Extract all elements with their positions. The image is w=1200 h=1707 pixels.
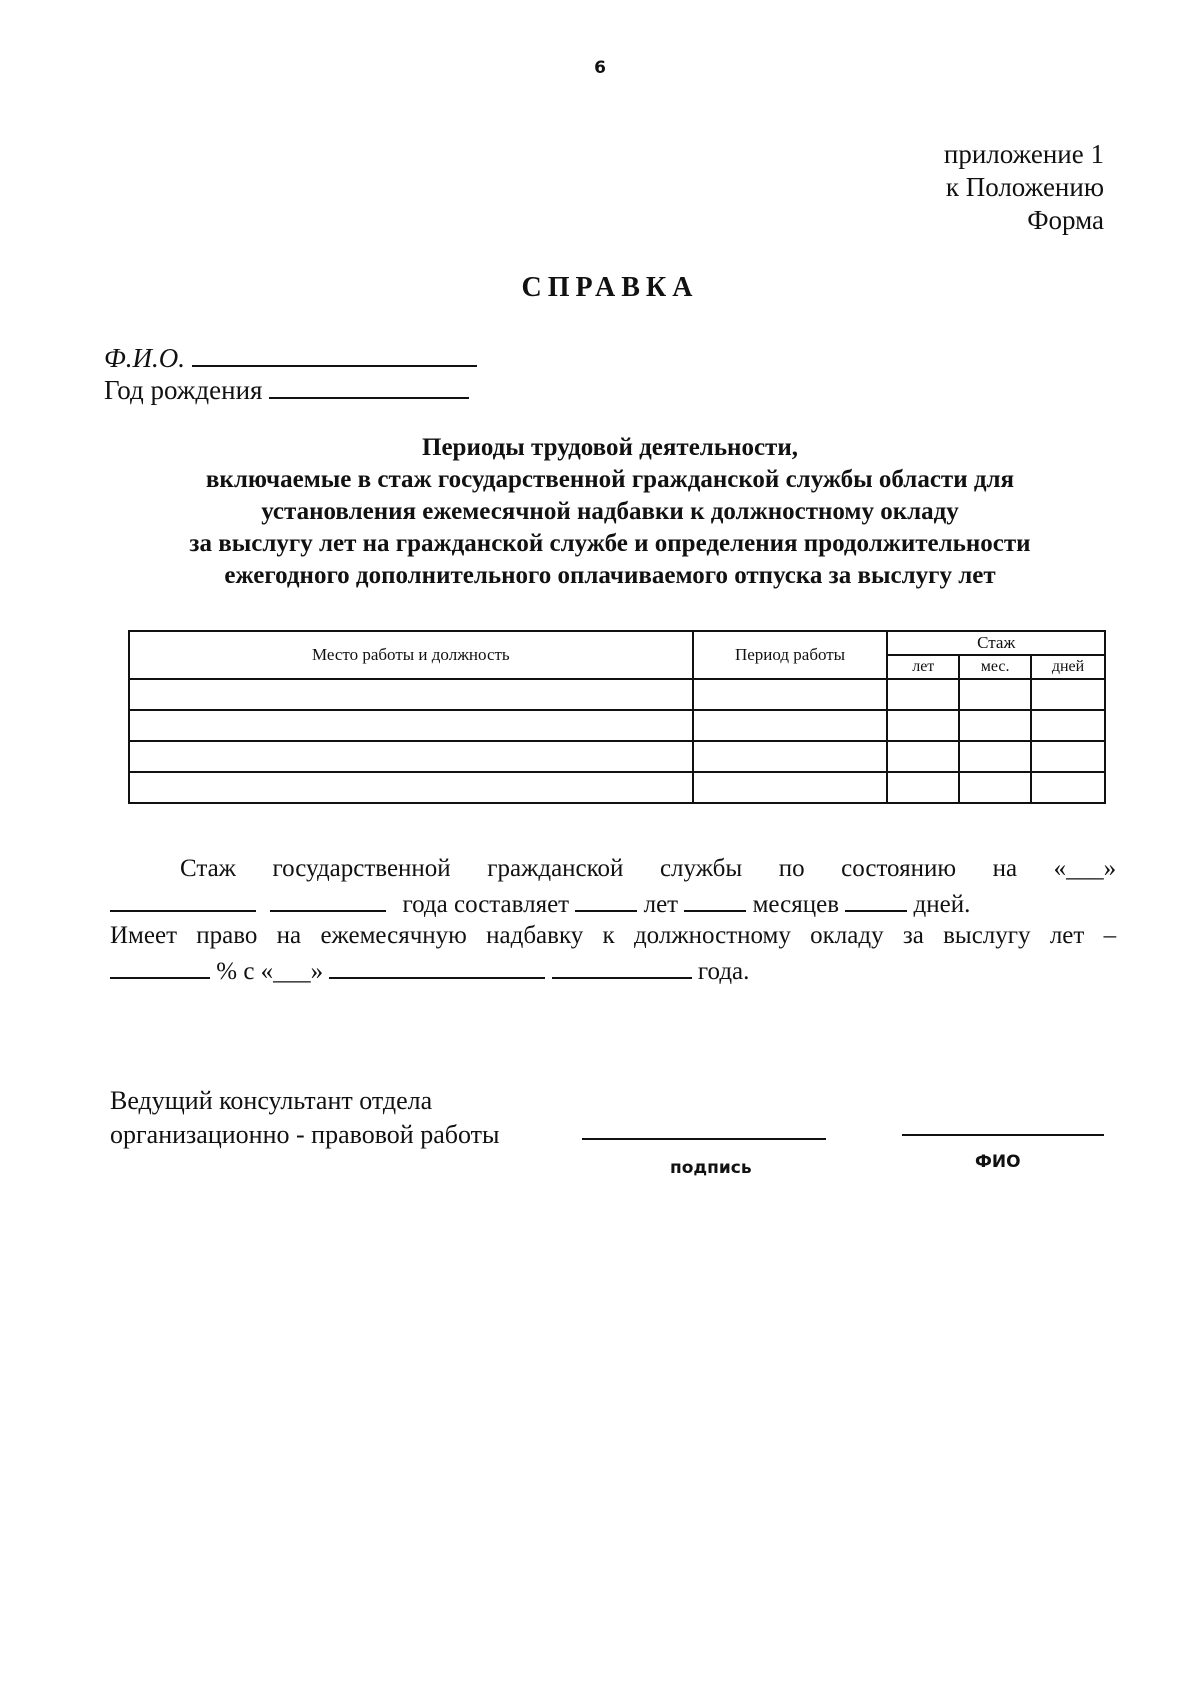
cell-period[interactable] [693, 710, 888, 741]
cell-period[interactable] [693, 741, 888, 772]
cell-days[interactable] [1031, 679, 1105, 710]
from-month-blank[interactable] [329, 952, 545, 979]
statement-line-3-word: за [902, 922, 924, 949]
from-year-blank[interactable] [552, 952, 692, 979]
cell-years[interactable] [887, 741, 959, 772]
years-label: лет [643, 891, 679, 918]
statement-line-1-word: состоянию [841, 855, 957, 882]
cell-years[interactable] [887, 772, 959, 803]
statement-line-3-word: выслугу [943, 922, 1031, 949]
birth-year-label: Год рождения [104, 375, 263, 405]
annex-line-3: Форма [1027, 205, 1104, 235]
table-body [129, 679, 1105, 803]
annex-line-1: приложение 1 [943, 139, 1104, 169]
months-label: месяцев [752, 891, 840, 918]
column-header-years: лет [887, 655, 959, 679]
position-line-2: организационно - правовой работы [110, 1120, 500, 1149]
cell-years[interactable] [887, 710, 959, 741]
cell-months[interactable] [959, 741, 1031, 772]
table-row [129, 710, 1105, 741]
cell-months[interactable] [959, 679, 1031, 710]
cell-place[interactable] [129, 772, 693, 803]
months-count-blank[interactable] [684, 885, 746, 912]
statement-line-1-word: гражданской [487, 855, 624, 882]
name-line[interactable] [902, 1134, 1104, 1136]
days-label: дней. [913, 891, 971, 918]
cell-days[interactable] [1031, 772, 1105, 803]
position-line-1: Ведущий консультант отдела [110, 1086, 433, 1115]
percent-blank[interactable] [110, 952, 210, 979]
statement-line-3-word: надбавку [486, 922, 584, 949]
heading-line-4: за выслугу лет на гражданской службе и определения продолжительности [189, 530, 1031, 557]
section-heading [90, 432, 1130, 592]
heading-line-2: включаемые в стаж государственной гражданской службы области для [205, 466, 1015, 493]
statement-line-3-word: окладу [810, 922, 884, 949]
statement-line-1-word: на [992, 855, 1018, 882]
fio-label: Ф.И.О. [104, 343, 185, 373]
statement-line-1-word: службы [659, 855, 743, 882]
cell-period[interactable] [693, 772, 888, 803]
date-day-month-blank[interactable] [110, 885, 256, 912]
cell-years[interactable] [887, 679, 959, 710]
heading-line-5: ежегодного дополнительного оплачиваемого отпуска за выслугу лет [224, 562, 996, 589]
statement-line-1-word: по [778, 855, 805, 882]
statement-line-3-word: лет [1049, 922, 1085, 949]
statement-line-3-word: к [602, 922, 615, 949]
column-header-months: мес. [959, 655, 1031, 679]
annex-block [944, 138, 1104, 237]
cell-period[interactable] [693, 679, 888, 710]
column-header-period: Период работы [693, 631, 888, 679]
statement-line-1 [110, 852, 1116, 885]
name-caption: ФИО [975, 1152, 1021, 1172]
page-number: 6 [594, 58, 606, 78]
cell-days[interactable] [1031, 741, 1105, 772]
statement-line-3-word: должностному [633, 922, 791, 949]
statement-line-3 [110, 919, 1116, 952]
statement-line-3-word: право [196, 922, 258, 949]
statement-line-2 [110, 885, 1116, 921]
year-makes-label: года составляет [402, 891, 570, 918]
document-title: СПРАВКА [521, 272, 699, 303]
birth-year-blank-line[interactable] [269, 372, 469, 399]
statement-line-3-word: – [1103, 922, 1117, 949]
table-row [129, 679, 1105, 710]
heading-line-3: установления ежемесячной надбавки к должностному окладу [261, 498, 959, 525]
cell-months[interactable] [959, 710, 1031, 741]
fio-blank-line[interactable] [192, 340, 477, 367]
cell-place[interactable] [129, 710, 693, 741]
fio-field [104, 340, 477, 374]
table-row [129, 741, 1105, 772]
statement-line-1-word: Стаж [180, 855, 236, 882]
birth-year-field [104, 372, 469, 406]
years-count-blank[interactable] [575, 885, 637, 912]
work-periods-table [128, 630, 1106, 804]
statement-line-1-word: государственной [272, 855, 451, 882]
signature-position [110, 1084, 499, 1152]
heading-line-1: Периоды трудовой деятельности, [422, 434, 798, 461]
statement-line-3-word: Имеет [110, 922, 177, 949]
column-header-days: дней [1031, 655, 1105, 679]
signature-line[interactable] [582, 1138, 826, 1140]
statement-line-1-word: «___» [1053, 855, 1117, 882]
column-header-experience: Стаж [887, 631, 1105, 655]
table-row [129, 772, 1105, 803]
year-label: года. [697, 958, 750, 985]
annex-line-2: к Положению [945, 172, 1104, 202]
signature-caption: подпись [670, 1158, 752, 1178]
days-count-blank[interactable] [845, 885, 907, 912]
percent-from-label: % с «___» [216, 958, 324, 985]
cell-place[interactable] [129, 679, 693, 710]
statement-line-4 [110, 952, 1116, 988]
cell-months[interactable] [959, 772, 1031, 803]
statement-line-3-word: на [276, 922, 302, 949]
statement-line-3-word: ежемесячную [320, 922, 467, 949]
date-year-blank[interactable] [270, 885, 386, 912]
cell-place[interactable] [129, 741, 693, 772]
cell-days[interactable] [1031, 710, 1105, 741]
column-header-place: Место работы и должность [129, 631, 693, 679]
